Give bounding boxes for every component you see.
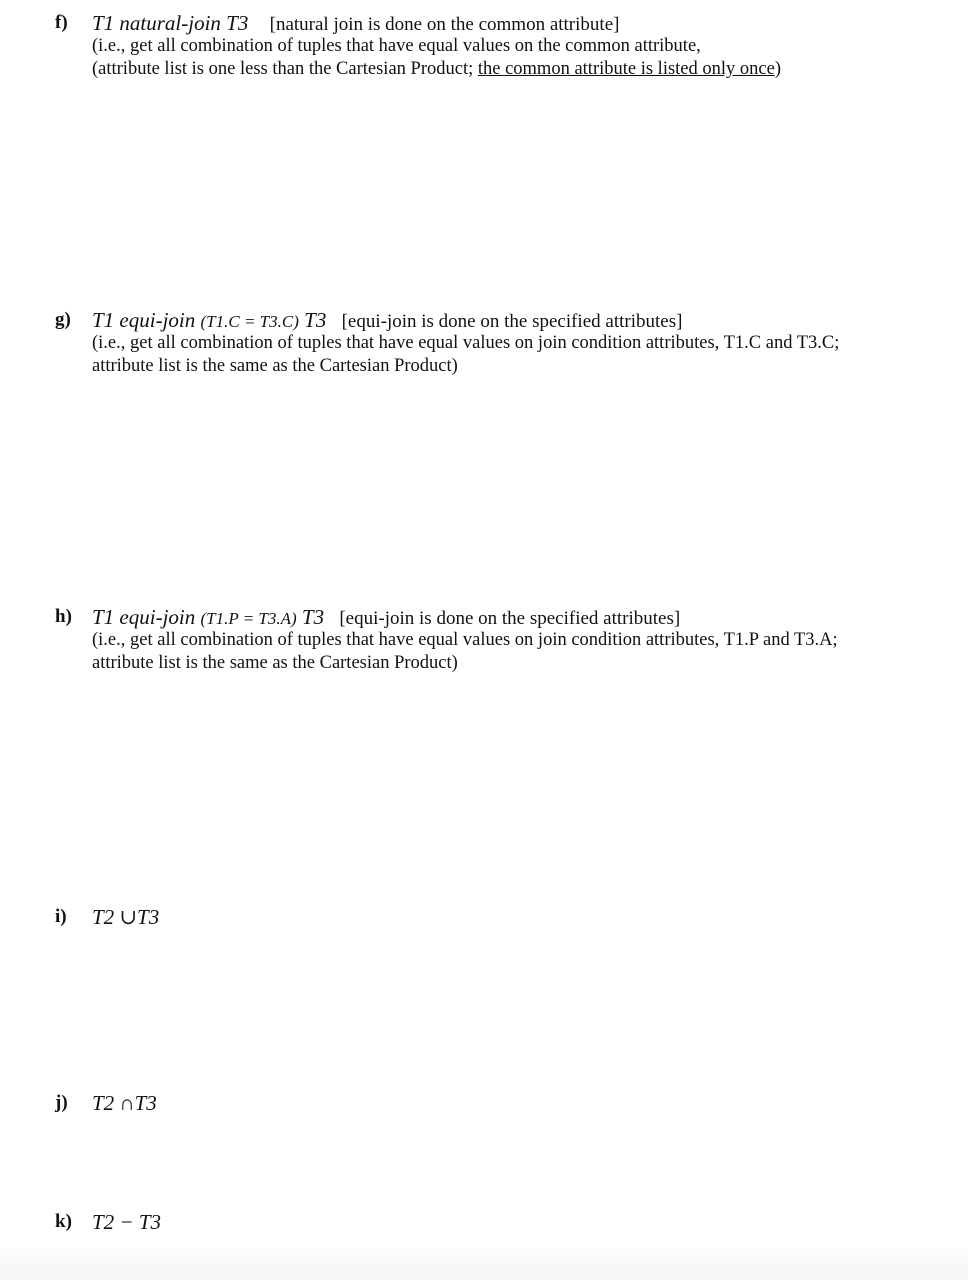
question-description — [92, 35, 955, 81]
question-description — [92, 332, 955, 378]
question-letter: k) — [55, 1211, 72, 1232]
question-letter: h) — [55, 606, 72, 627]
description-line: (i.e., get all combination of tuples that have equal values on join condition attributes, T1.P and T3.A; — [92, 630, 838, 650]
question-description — [92, 629, 955, 675]
question-k — [55, 1210, 955, 1234]
question-expression — [92, 11, 619, 37]
question-expression — [92, 605, 680, 631]
description-line: (i.e., get all combination of tuples that have equal values on the common attribute, — [92, 36, 701, 56]
question-expression — [92, 308, 682, 334]
question-note: [natural join is done on the common attribute] — [269, 14, 620, 35]
question-expression: T2 ∩T3 — [92, 1091, 157, 1115]
question-h — [55, 605, 955, 675]
description-line: attribute list is the same as the Cartesian Product) — [92, 653, 458, 673]
description-line: attribute list is the same as the Cartesian Product) — [92, 356, 458, 376]
expression-text: T1 natural-join T3 — [92, 11, 249, 35]
expression-text: T3 — [296, 605, 325, 629]
question-note: [equi-join is done on the specified attributes] — [341, 311, 683, 332]
question-f — [55, 11, 955, 81]
description-line: (i.e., get all combination of tuples that have equal values on join condition attributes, T1.C and T3.C; — [92, 333, 840, 353]
question-letter: j) — [55, 1092, 68, 1113]
question-j — [55, 1091, 955, 1115]
question-letter: g) — [55, 309, 71, 330]
question-expression: T2 ∪T3 — [92, 905, 160, 929]
page-bottom-edge — [0, 1248, 968, 1280]
expression-text: T3 — [298, 308, 327, 332]
question-i — [55, 905, 955, 929]
join-condition: (T1.C = T3.C) — [200, 312, 299, 331]
question-note: [equi-join is done on the specified attributes] — [339, 608, 681, 629]
question-letter: f) — [55, 12, 68, 33]
question-expression: T2 − T3 — [92, 1210, 162, 1234]
expression-text: T1 equi-join — [92, 605, 201, 629]
underlined-text: the common attribute is listed only once — [477, 59, 775, 79]
expression-text: T1 equi-join — [92, 308, 201, 332]
description-line: (attribute list is one less than the Cartesian Product; the common attribute is listed only once) — [92, 59, 781, 79]
question-letter: i) — [55, 906, 67, 927]
join-condition: (T1.P = T3.A) — [200, 609, 297, 628]
question-g — [55, 308, 955, 378]
